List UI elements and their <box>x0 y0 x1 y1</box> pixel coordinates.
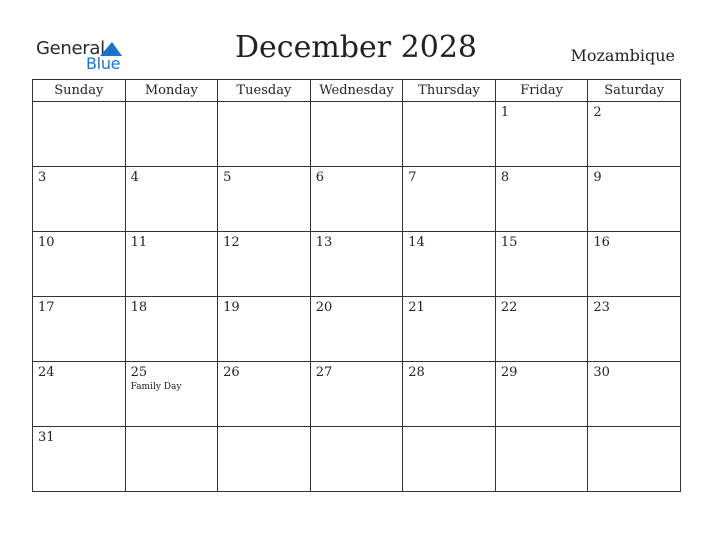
day-cell <box>33 362 126 427</box>
day-cell <box>218 362 311 427</box>
calendar-grid <box>32 79 681 492</box>
day-number: 13 <box>315 235 333 250</box>
day-cell <box>588 427 681 492</box>
holiday-label: Family Day <box>130 382 182 392</box>
day-cell <box>33 297 126 362</box>
day-number: 11 <box>130 235 148 250</box>
day-number: 9 <box>593 170 602 185</box>
day-number: 30 <box>593 365 610 380</box>
day-cell <box>125 102 218 167</box>
day-cell <box>495 232 588 297</box>
weekday-header-row <box>33 80 681 102</box>
page-title: December 2028 <box>235 30 477 65</box>
day-cell <box>310 232 403 297</box>
day-cell <box>218 297 311 362</box>
day-number: 29 <box>500 365 518 380</box>
day-cell <box>125 427 218 492</box>
day-cell <box>495 167 588 232</box>
weekday-header: Friday <box>495 80 588 102</box>
day-number: 16 <box>593 235 610 250</box>
day-cell <box>310 102 403 167</box>
day-cell <box>310 427 403 492</box>
weekday-header: Monday <box>125 80 218 102</box>
day-number: 1 <box>500 105 510 120</box>
day-cell <box>125 362 218 427</box>
week-row <box>33 167 681 232</box>
day-number: 12 <box>223 235 240 250</box>
weekday-header: Saturday <box>588 80 681 102</box>
week-row <box>33 232 681 297</box>
logo-word-blue: Blue <box>86 54 121 73</box>
day-number: 28 <box>408 365 425 380</box>
day-number: 5 <box>223 170 232 185</box>
day-cell <box>33 427 126 492</box>
weekday-header: Wednesday <box>310 80 403 102</box>
day-number: 21 <box>408 300 425 315</box>
day-cell <box>588 167 681 232</box>
logo-word-general: General <box>36 38 105 59</box>
day-cell <box>588 102 681 167</box>
country-label: Mozambique <box>570 46 675 65</box>
day-number: 25 <box>130 365 148 380</box>
day-cell <box>33 102 126 167</box>
day-number: 10 <box>38 235 55 250</box>
day-number: 22 <box>500 300 518 315</box>
day-cell <box>495 297 588 362</box>
day-cell <box>403 167 496 232</box>
day-number: 24 <box>38 365 55 380</box>
day-number: 15 <box>500 235 518 250</box>
day-cell <box>218 102 311 167</box>
day-cell <box>218 167 311 232</box>
day-number: 23 <box>593 300 610 315</box>
weekday-header: Tuesday <box>218 80 311 102</box>
day-cell <box>403 232 496 297</box>
weekday-header: Thursday <box>403 80 496 102</box>
day-number: 3 <box>38 170 47 185</box>
day-number: 4 <box>130 170 139 185</box>
day-cell <box>495 427 588 492</box>
day-number: 26 <box>223 365 240 380</box>
day-cell <box>33 167 126 232</box>
day-cell <box>403 427 496 492</box>
week-row <box>33 427 681 492</box>
day-number: 2 <box>593 105 602 120</box>
day-cell <box>403 362 496 427</box>
day-number: 27 <box>315 365 333 380</box>
day-cell <box>495 362 588 427</box>
day-number: 18 <box>130 300 148 315</box>
day-cell <box>310 297 403 362</box>
day-number: 31 <box>38 430 55 445</box>
week-row <box>33 297 681 362</box>
day-cell <box>125 232 218 297</box>
day-number: 19 <box>223 300 240 315</box>
day-number: 14 <box>408 235 425 250</box>
day-cell <box>588 297 681 362</box>
day-cell <box>33 232 126 297</box>
day-cell <box>588 362 681 427</box>
day-number: 8 <box>500 170 510 185</box>
day-number: 20 <box>315 300 333 315</box>
day-number: 6 <box>315 170 324 185</box>
day-cell <box>310 167 403 232</box>
day-cell <box>218 232 311 297</box>
day-cell <box>310 362 403 427</box>
day-number: 17 <box>38 300 55 315</box>
weekday-header: Sunday <box>33 80 126 102</box>
day-cell <box>403 102 496 167</box>
week-row <box>33 362 681 427</box>
day-cell <box>403 297 496 362</box>
day-cell <box>125 297 218 362</box>
week-row <box>33 102 681 167</box>
day-cell <box>588 232 681 297</box>
day-cell <box>218 427 311 492</box>
day-cell <box>125 167 218 232</box>
day-number: 7 <box>408 170 417 185</box>
day-cell <box>495 102 588 167</box>
